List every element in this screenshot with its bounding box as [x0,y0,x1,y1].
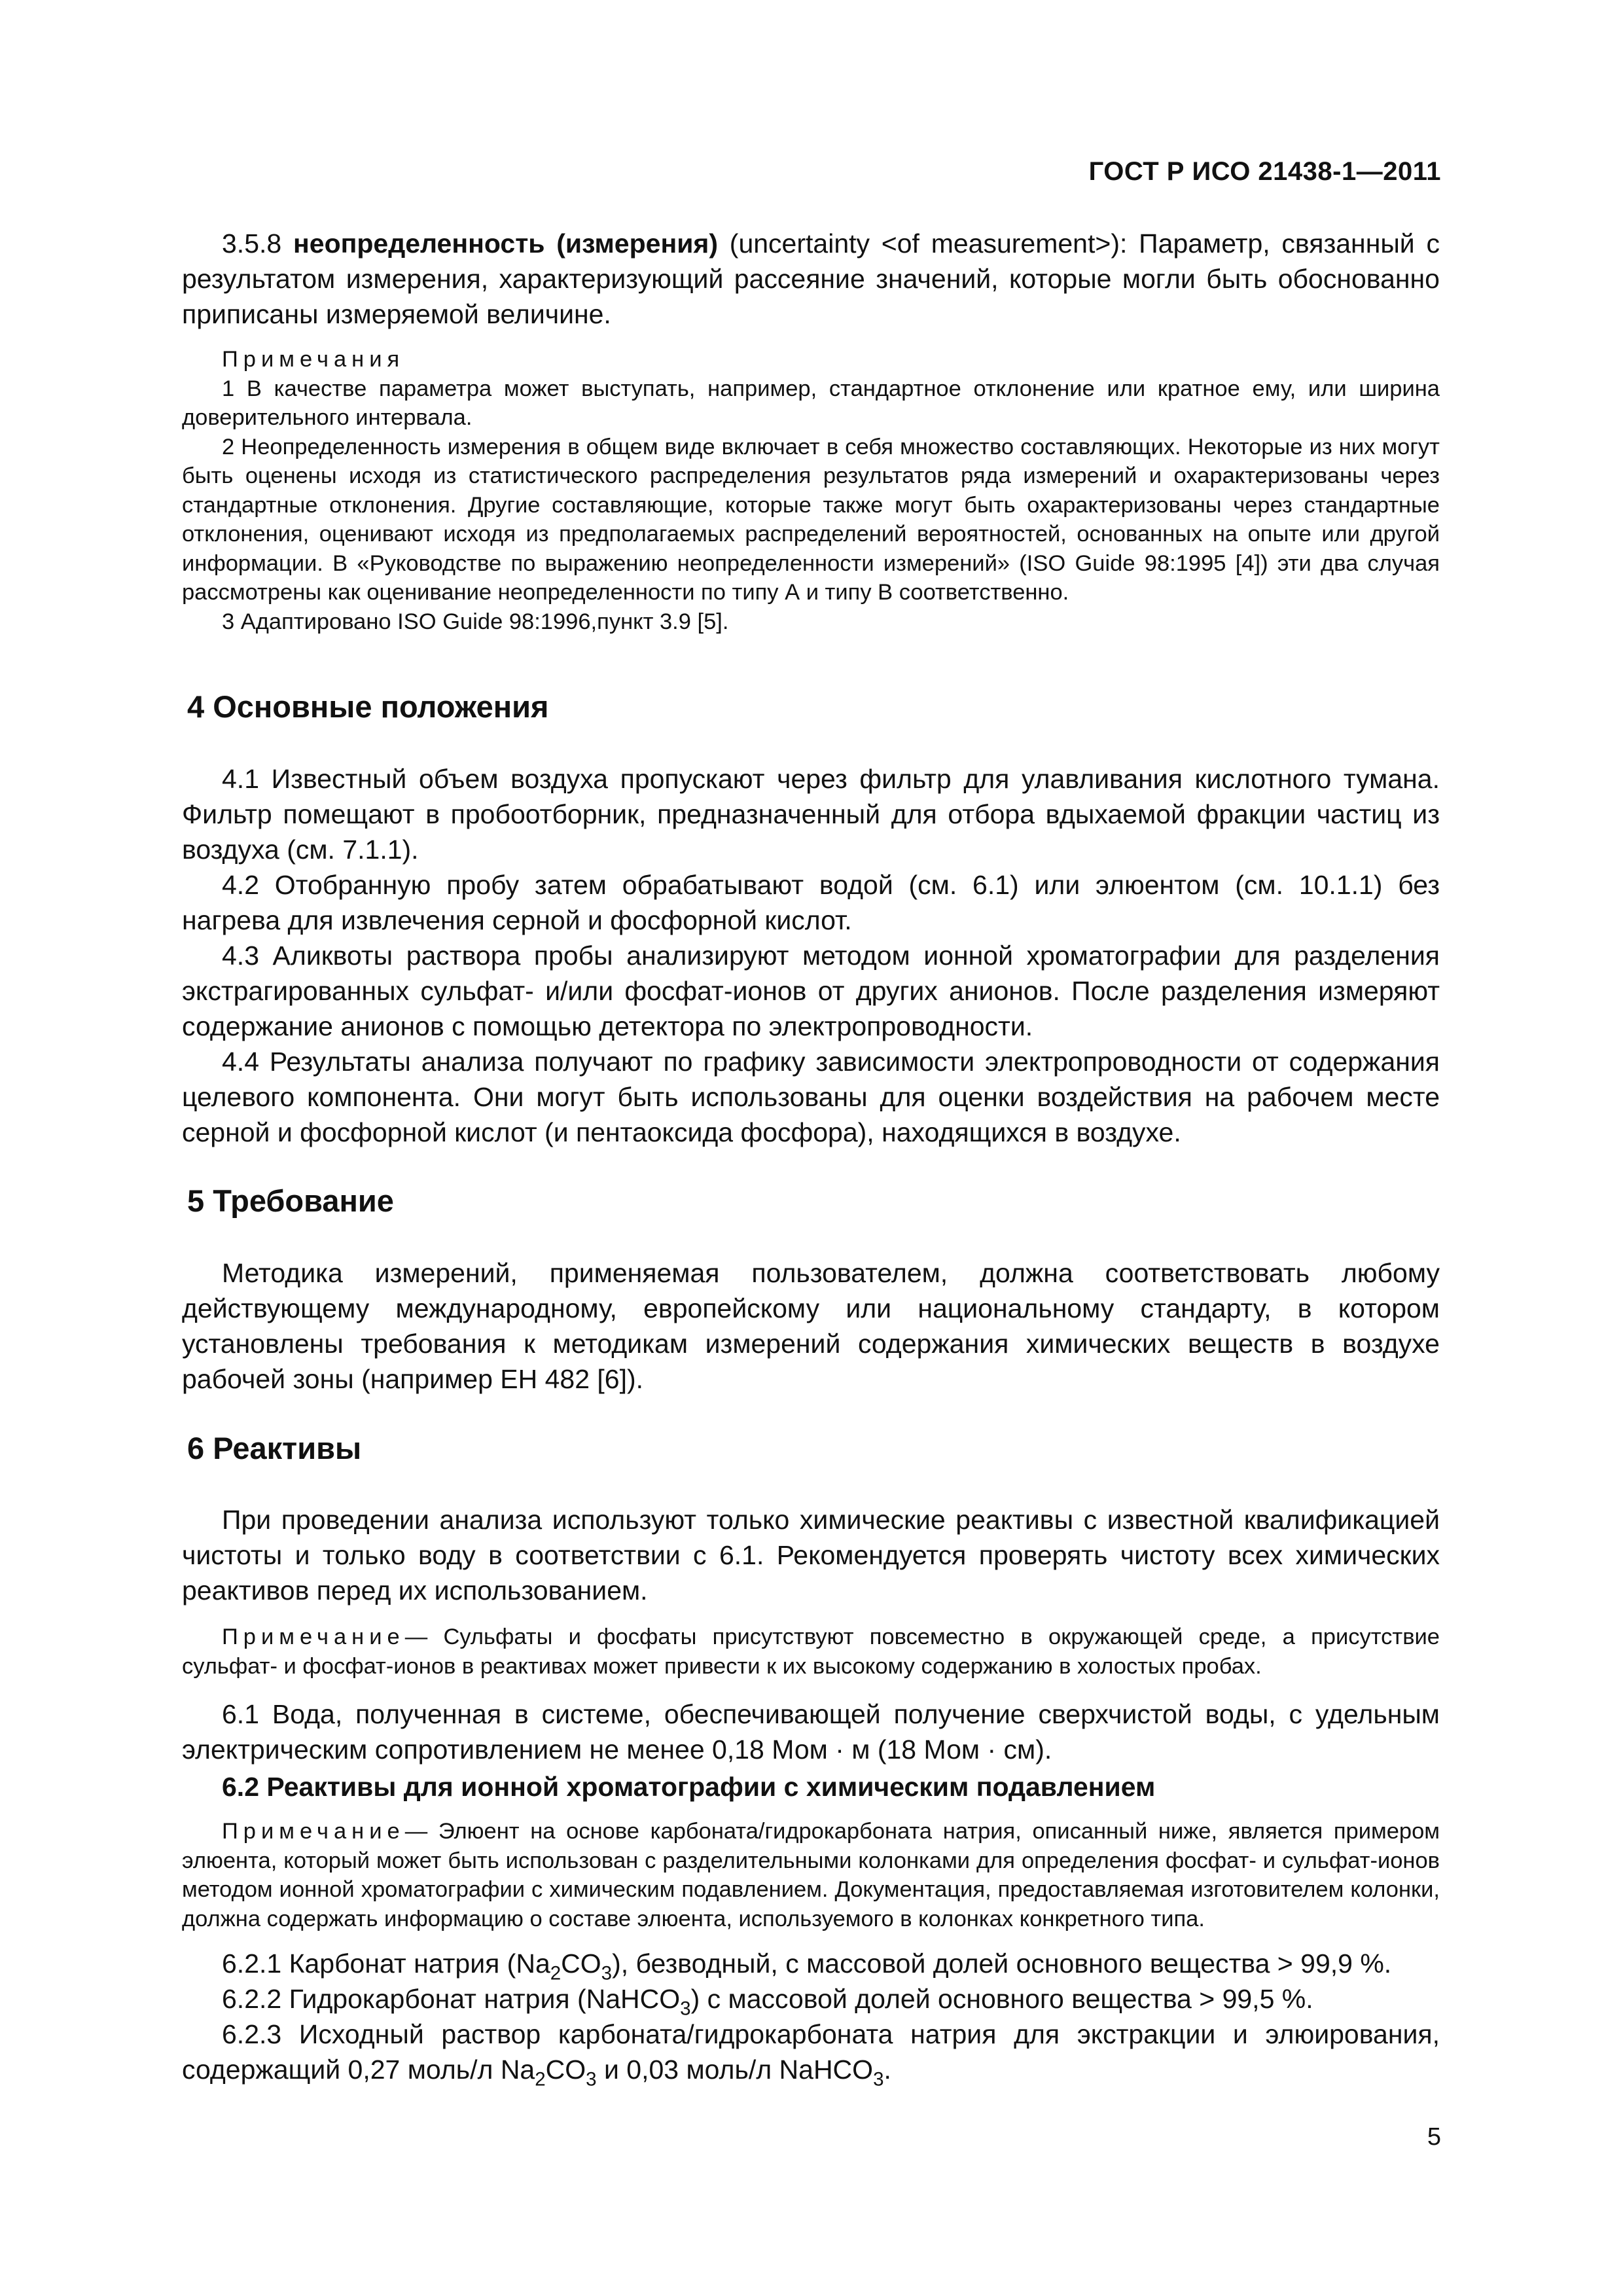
note-2: 2 Неопределенность измерения в общем виде включает в себя множество составляющих. Некоторые из них могут быть оценены исходя из статистического распределения результатов ряда измерений и охарактеризованы через стандартные отклонения. Другие составляющие, которые также могут быть охарактеризованы через стандартные отклонения, оценивают исходя из предполагаемых распределений вероятностей, основанных на опыте или другой информации. В «Руководстве по выражению неопределенности измерений» (ISO Guide 98:1995 [4]) эти два случая рассмотрены как оценивание неопределенности по типу А и типу В соответственно. [182,434,1440,605]
paragraph-4-4: 4.4 Результаты анализа получают по графику зависимости электропроводности от содержания целевого компонента. Они могут быть использованы для оценки воздействия на рабочем месте серной и фосфорной кислот (и пентаоксида фосфора), находящихся в воздухе. [182,1047,1440,1147]
note-text: — Сульфаты и фосфаты присутствуют повсеместно в окружающей среде, а присутствие сульфат- и фосфат-ионов в реактивах может привести к их высокому содержанию в холостых пробах. [182,1624,1440,1679]
paragraph-5: Методика измерений, применяемая пользователем, должна соответствовать любому действующему международному, европейскому или национальному стандарту, в котором установлены требования к методикам измерений содержания химических веществ в воздухе рабочей зоны (например ЕН 482 [6]). [182,1258,1440,1394]
paragraph-6-intro: При проведении анализа используют только химические реактивы с известной квалификацией чистоты и только воду в соответствии с 6.1. Рекомендуется проверять чистоту всех химических реактивов перед их использованием. [182,1505,1440,1605]
text-part: CO [545,2054,586,2085]
definition-paragraph [182,226,1440,332]
section-6-title: 6 Реактивы [187,1431,362,1465]
note-3: 3 Адаптировано ISO Guide 98:1996,пункт 3.9 [5]. [222,609,729,634]
text-part: ) с массовой долей основного вещества > 99,5 %. [690,1984,1313,2014]
section-4-heading-block [182,687,1440,726]
subscript: 3 [601,1962,613,1984]
paragraph-4-1: 4.1 Известный объем воздуха пропускают через фильтр для улавливания кислотного тумана. Фильтр помещают в пробоотборник, предназначенный для отбора вдыхаемой фракции частиц из воздуха (см. 7.1.1). [182,764,1440,865]
paragraph-6-2-1 [182,1946,1440,1984]
section-4-body [182,761,1440,1150]
text-part: ), безводный, с массовой долей основного вещества > 99,9 %. [612,1948,1392,1979]
note-6-2 [182,1817,1440,1933]
paragraph-6-2-2 [182,1981,1440,2020]
note-6 [182,1623,1440,1681]
paragraph-6-1: 6.1 Вода, полученная в системе, обеспечивающей получение сверхчистой воды, с удельным электрическим сопротивлением не менее 0,18 Мом · м (18 Мом · см). [182,1699,1440,1765]
section-6-heading-block [182,1429,1440,1468]
section-6-body [182,1502,1440,1608]
section-5-heading-block [182,1181,1440,1221]
section-6-2-items [182,1946,1440,2090]
note-label: Примечание [222,1819,405,1844]
definition-english-term: (uncertainty <of measurement>): [729,228,1128,259]
page-number: 5 [1427,2123,1441,2151]
text-part: 6.2.1 Карбонат натрия (Na [222,1948,550,1979]
text-part: CO [561,1948,601,1979]
definition-term: неопределенность (измерения) [293,228,718,259]
note-label: Примечание [222,1624,405,1649]
subscript: 2 [550,1962,562,1984]
subscript: 3 [680,1998,691,2020]
note-1: 1 В качестве параметра может выступать, например, стандартное отклонение или кратное ему, или ширина доверительного интервала. [182,376,1440,430]
section-4-title: 4 Основные положения [187,689,549,724]
section-5-body [182,1255,1440,1397]
notes-3-5-8 [182,345,1440,636]
note-text: — Элюент на основе карбоната/гидрокарбоната натрия, описанный ниже, является примером элюента, который может быть использован с разделительными колонками для определения фосфат- и сульфат-ионов методом ионной хроматографии с химическим подавлением. Документация, предоставляемая изготовителем колонки, должна содержать информацию о составе элюента, используемого в колонках конкретного типа. [182,1819,1440,1931]
paragraph-4-2: 4.2 Отобранную пробу затем обрабатывают водой (см. 6.1) или элюентом (см. 10.1.1) без нагрева для извлечения серной и фосфорной кислот. [182,870,1440,935]
definition-text: Параметр, связанный с результатом измерения, характеризующий рассеяние значений, которые могли быть обоснованно приписаны измеряемой величине. [182,228,1440,329]
section-6-2-heading [182,1769,1440,1804]
subscript: 3 [873,2068,884,2090]
section-6-note-1 [182,1623,1440,1681]
definition-number: 3.5.8 [222,228,282,259]
paragraph-4-3: 4.3 Аликвоты раствора пробы анализируют методом ионной хроматографии для разделения экстрагированных сульфат- и/или фосфат-ионов от других анионов. После разделения измеряют содержание анионов с помощью детектора по электропроводности. [182,941,1440,1041]
section-6-1 [182,1696,1440,1767]
subscript: 3 [586,2068,597,2090]
text-part: . [883,2054,891,2085]
document-code-header: ГОСТ Р ИСО 21438-1—2011 [1088,157,1441,186]
paragraph-6-2-3 [182,2017,1440,2090]
text-part: 6.2.3 Исходный раствор карбоната/гидрокарбоната натрия для экстракции и элюирования, содержащий 0,27 моль/л Na [182,2019,1440,2085]
text-part: 6.2.2 Гидрокарбонат натрия (NaHCO [222,1984,681,2014]
notes-label: Примечания [222,347,405,372]
section-6-2-note [182,1817,1440,1933]
text-part: и 0,03 моль/л NaHCO [596,2054,874,2085]
subscript: 2 [535,2068,546,2090]
subheading-6-2: 6.2 Реактивы для ионной хроматографии с химическим подавлением [222,1772,1156,1802]
definition-3-5-8 [182,226,1440,332]
section-5-title: 5 Требование [187,1183,394,1218]
